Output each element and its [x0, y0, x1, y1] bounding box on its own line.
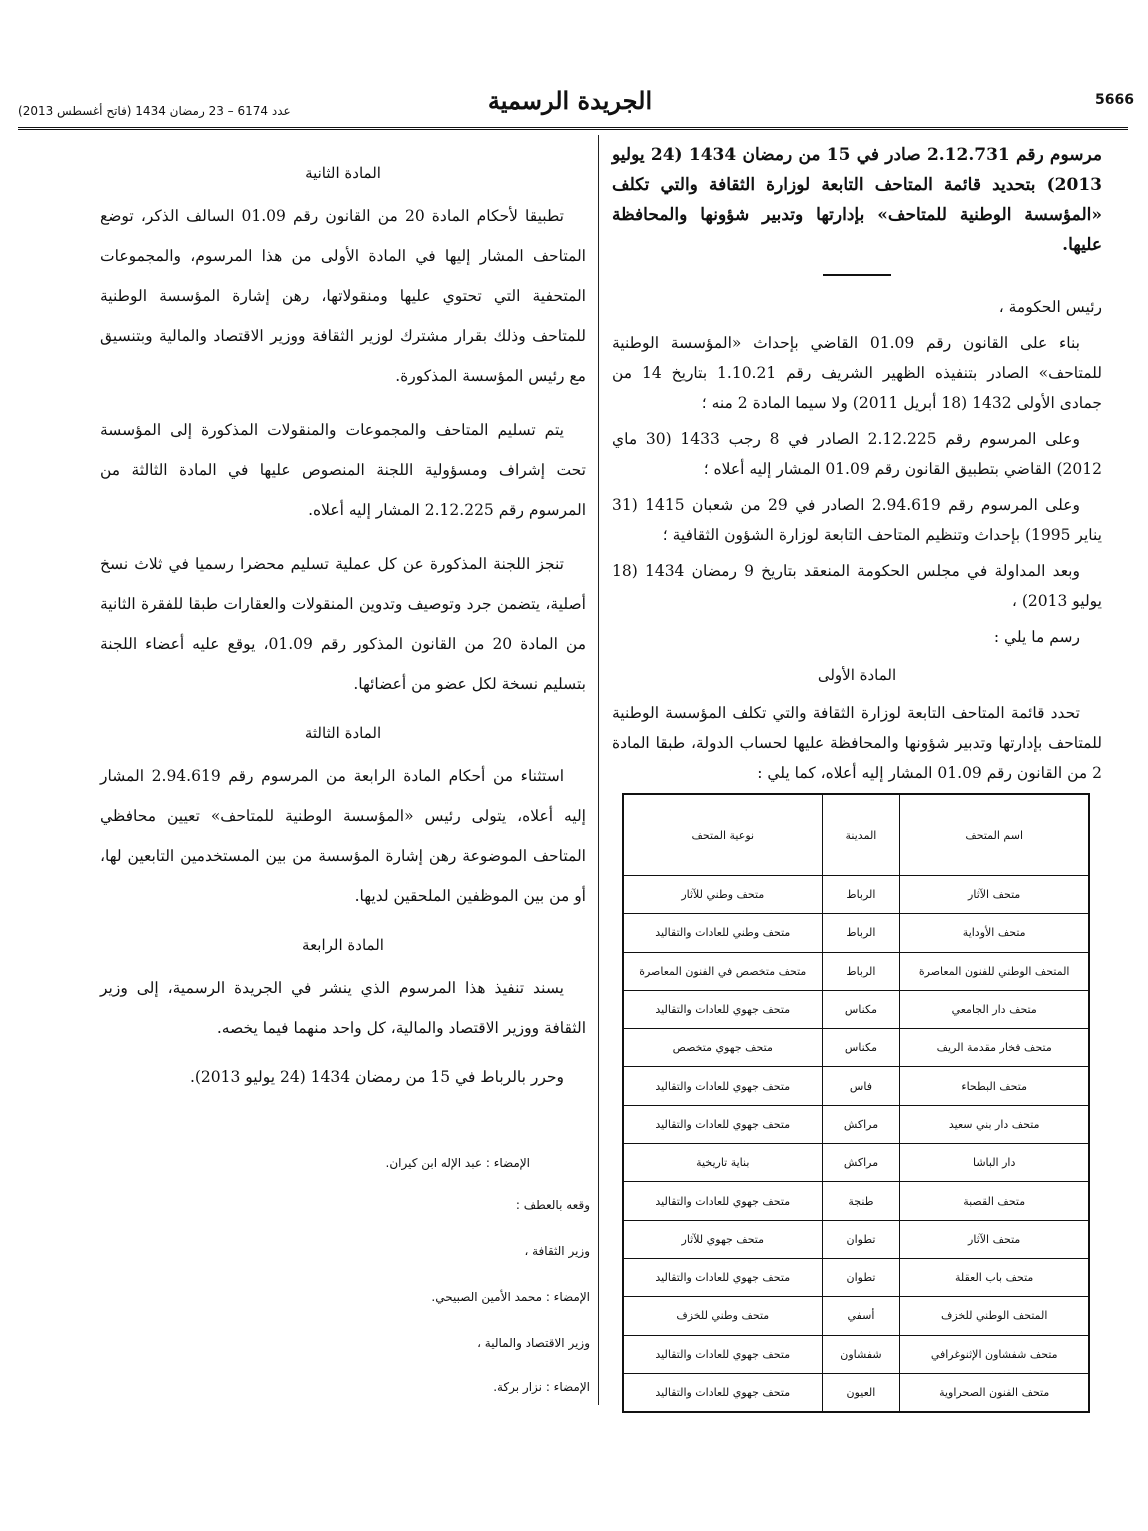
article2-heading: المادة الثانية	[305, 164, 381, 182]
museum-name: متحف باب العقلة	[900, 1258, 1089, 1296]
salutation: رئيس الحكومة ،	[998, 298, 1102, 316]
preamble-paragraph: وعلى المرسوم رقم 2.94.619 الصادر في 29 من شعبان 1415 (31 يناير 1995) بإحداث وتنظيم المتاحف التابعة لوزارة الشؤون الثقافية ؛	[612, 496, 1102, 544]
museum-city: مكناس	[822, 1029, 900, 1067]
museum-type: بناية تاريخية	[623, 1144, 822, 1182]
museum-city: فاس	[822, 1067, 900, 1105]
table-row	[623, 1373, 1089, 1412]
museum-type: متحف جهوي للعادات والتقاليد	[623, 1067, 822, 1105]
article2-paragraph: تنجز اللجنة المذكورة عن كل عملية تسليم محضرا رسميا في ثلاث نسخ أصلية، يتضمن جرد وتوصيف وتدوين المنقولات والعقارات طبقا للفقرة الثانية من المادة 20 من القانون المذكور رقم 01.09، يوقع عليه أعضاء اللجنة بتسليم نسخة لكل عضو من أعضائها.	[100, 555, 586, 693]
museum-city: طنجة	[822, 1182, 900, 1220]
museum-city: مكناس	[822, 990, 900, 1028]
museum-name: متحف الآثار	[900, 876, 1089, 914]
table-row	[623, 1297, 1089, 1335]
right-column	[612, 140, 1102, 794]
article3-heading: المادة الثالثة	[304, 724, 382, 742]
header-city: المدينة	[822, 794, 900, 876]
table-header-row	[623, 794, 1089, 876]
museum-name: متحف الفنون الصحراوية	[900, 1373, 1089, 1412]
museum-city: مراكش	[822, 1105, 900, 1143]
museum-name: متحف الآثار	[900, 1220, 1089, 1258]
pm-signature: الإمضاء : عبد الإله ابن كيران.	[385, 1156, 530, 1170]
closing-line: وحرر بالرباط في 15 من رمضان 1434 (24 يوليو 2013).	[189, 1068, 564, 1086]
table-row	[623, 914, 1089, 952]
table-row	[623, 1144, 1089, 1182]
museum-city: العيون	[822, 1373, 900, 1412]
countersigned-label: وقعه بالعطف :	[515, 1198, 590, 1212]
issue-info: عدد 6174 – 23 رمضان 1434 (فاتح أغسطس 2013)	[18, 104, 291, 118]
header-rule	[18, 127, 1128, 130]
museum-name: متحف الأوداية	[900, 914, 1089, 952]
museum-type: متحف جهوي للآثار	[623, 1220, 822, 1258]
finance-minister-signature: الإمضاء : نزار بركة.	[493, 1380, 590, 1394]
culture-minister-title: وزير الثقافة ،	[524, 1244, 590, 1258]
museum-type: متحف جهوي للعادات والتقاليد	[623, 990, 822, 1028]
museum-name: متحف دار بني سعيد	[900, 1105, 1089, 1143]
header-museum-type: نوعية المتحف	[623, 794, 822, 876]
decrees-line: رسم ما يلي :	[993, 628, 1080, 646]
page-number: 5666	[1095, 92, 1134, 108]
table-row	[623, 1335, 1089, 1373]
article1-heading: المادة الأولى	[817, 666, 897, 684]
museum-table	[622, 793, 1090, 1413]
title-rule	[823, 274, 891, 276]
museum-type: متحف جهوي للعادات والتقاليد	[623, 1335, 822, 1373]
preamble-paragraph: بناء على القانون رقم 01.09 القاضي بإحداث «المؤسسة الوطنية للمتاحف» الصادر بتنفيذه الظهير الشريف رقم 1.10.21 بتاريخ 14 من جمادى الأولى 1432 (18 أبريل 2011) ولا سيما المادة 2 منه ؛	[612, 334, 1103, 412]
table-row	[623, 1258, 1089, 1296]
museum-name: المتحف الوطني للفنون المعاصرة	[900, 952, 1089, 990]
table-row	[623, 1220, 1089, 1258]
table-row	[623, 876, 1089, 914]
museum-city: أسفي	[822, 1297, 900, 1335]
museum-city: الرباط	[822, 952, 900, 990]
finance-minister-title: وزير الاقتصاد والمالية ،	[477, 1336, 590, 1350]
museum-city: تطوان	[822, 1258, 900, 1296]
table-row	[623, 1182, 1089, 1220]
table-row	[623, 1105, 1089, 1143]
article4-heading: المادة الرابعة	[302, 936, 384, 954]
preamble-paragraph: وعلى المرسوم رقم 2.12.225 الصادر في 8 رجب 1433 (30 ماي 2012) القاضي بتطبيق القانون رقم 01.09 المشار إليه أعلاه ؛	[612, 430, 1102, 478]
museum-city: الرباط	[822, 876, 900, 914]
journal-title: الجريدة الرسمية	[487, 86, 653, 115]
table-row	[623, 1029, 1089, 1067]
museum-type: متحف جهوي للعادات والتقاليد	[623, 1373, 822, 1412]
article2-paragraph: يتم تسليم المتاحف والمجموعات والمنقولات المذكورة إلى المؤسسة تحت إشراف ومسؤولية اللجنة المنصوص عليها في المادة الثالثة من المرسوم رقم 2.12.225 المشار إليه أعلاه.	[100, 421, 586, 519]
museum-type: متحف جهوي متخصص	[623, 1029, 822, 1067]
table-row	[623, 1067, 1089, 1105]
decree-title: مرسوم رقم 2.12.731 صادر في 15 من رمضان 1434 (24 يوليو 2013) بتحديد قائمة المتاحف التابعة لوزارة الثقافة والتي تكلف «المؤسسة الوطنية للمتاحف» بإدارتها وتدبير شؤونها والمحافظة عليها.	[612, 145, 1102, 255]
museum-name: متحف القصبة	[900, 1182, 1089, 1220]
museum-name: متحف شفشاون الإثنوغرافي	[900, 1335, 1089, 1373]
museum-name: متحف دار الجامعي	[900, 990, 1089, 1028]
article4-text: يسند تنفيذ هذا المرسوم الذي ينشر في الجريدة الرسمية، إلى وزير الثقافة ووزير الاقتصاد والمالية، كل واحد منهما فيما يخصه.	[100, 979, 586, 1037]
museum-name: متحف فخار مقدمة الريف	[900, 1029, 1089, 1067]
culture-minister-signature: الإمضاء : محمد الأمين الصبيحي.	[431, 1290, 590, 1304]
museum-name: المتحف الوطني للخزف	[900, 1297, 1089, 1335]
table-row	[623, 952, 1089, 990]
museum-name: دار الباشا	[900, 1144, 1089, 1182]
header-museum-name: اسم المتحف	[900, 794, 1089, 876]
column-divider	[598, 135, 599, 1405]
museum-type: متحف وطني للخزف	[623, 1297, 822, 1335]
left-column	[100, 150, 586, 1098]
museum-city: شفشاون	[822, 1335, 900, 1373]
table-row	[623, 990, 1089, 1028]
museum-type: متحف جهوي للعادات والتقاليد	[623, 1182, 822, 1220]
museum-city: الرباط	[822, 914, 900, 952]
museum-type: متحف وطني للآثار	[623, 876, 822, 914]
museum-name: متحف البطحاء	[900, 1067, 1089, 1105]
museum-type: متحف وطني للعادات والتقاليد	[623, 914, 822, 952]
article2-paragraph: تطبيقا لأحكام المادة 20 من القانون رقم 01.09 السالف الذكر، توضع المتاحف المشار إليها في المادة الأولى من هذا المرسوم، والمجموعات المتحفية التي تحتوي عليها ومنقولاتها، رهن إشارة المؤسسة الوطنية للمتاحف وذلك بقرار مشترك لوزير الثقافة ووزير الاقتصاد والمالية وبتنسيق مع رئيس المؤسسة المذكورة.	[100, 207, 586, 385]
museum-type: متحف جهوي للعادات والتقاليد	[623, 1105, 822, 1143]
article1-text: تحدد قائمة المتاحف التابعة لوزارة الثقافة والتي تكلف المؤسسة الوطنية للمتاحف بإدارتها وتدبير شؤونها والمحافظة عليها لحساب الدولة، طبقا المادة 2 من القانون رقم 01.09 المشار إليه أعلاه، كما يلي :	[612, 704, 1102, 782]
museum-type: متحف جهوي للعادات والتقاليد	[623, 1258, 822, 1296]
museum-city: تطوان	[822, 1220, 900, 1258]
museum-type: متحف متخصص في الفنون المعاصرة	[623, 952, 822, 990]
article3-text: استثناء من أحكام المادة الرابعة من المرسوم رقم 2.94.619 المشار إليه أعلاه، يتولى رئيس «المؤسسة الوطنية للمتاحف» تعيين محافظي المتاحف الموضوعة رهن إشارة المؤسسة من بين المستخدمين التابعين لها، أو من بين الموظفين الملحقين لديها.	[100, 767, 586, 905]
preamble-paragraph: وبعد المداولة في مجلس الحكومة المنعقد بتاريخ 9 رمضان 1434 (18 يوليو 2013) ،	[612, 562, 1102, 610]
museum-city: مراكش	[822, 1144, 900, 1182]
